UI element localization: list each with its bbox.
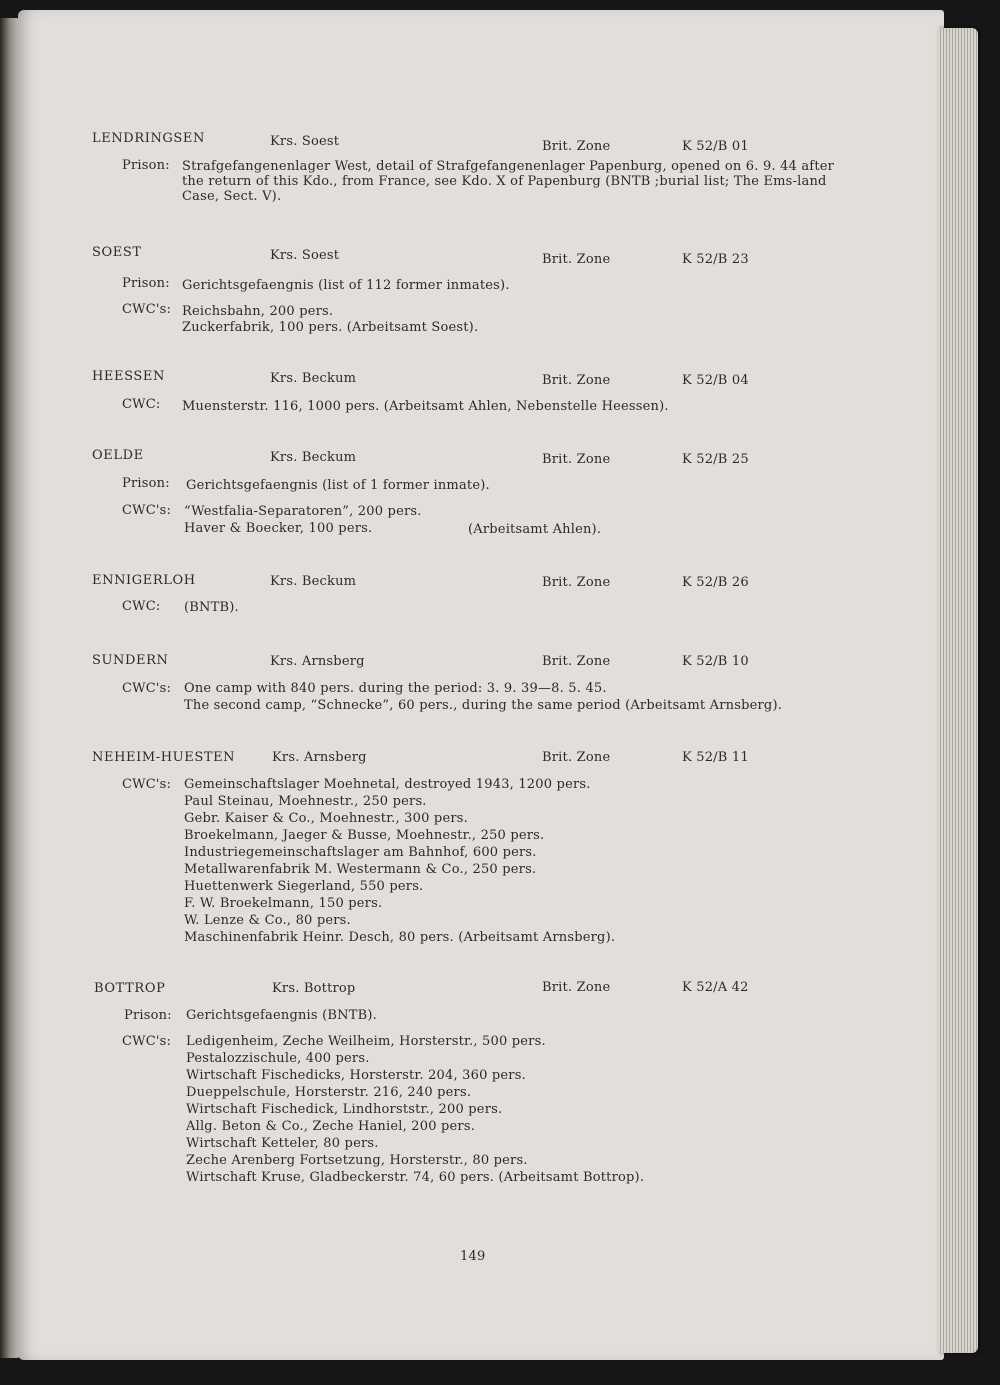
place-name: ENNIGERLOH	[92, 573, 196, 588]
row-text: Reichsbahn, 200 pers.	[182, 304, 334, 319]
place-name: OELDE	[92, 448, 144, 463]
row-text: Wirtschaft Fischedicks, Horsterstr. 204, 360 pers.	[186, 1068, 526, 1083]
row-text: Maschinenfabrik Heinr. Desch, 80 pers. (Arbeitsamt Arnsberg).	[184, 930, 616, 945]
row-text: Gemeinschaftslager Moehnetal, destroyed 1943, 1200 pers.	[184, 777, 591, 792]
zone: Brit. Zone	[542, 575, 611, 590]
row-label: CWC:	[122, 397, 161, 412]
zone: Brit. Zone	[542, 980, 611, 995]
row-text: Dueppelschule, Horsterstr. 216, 240 pers.	[186, 1085, 472, 1100]
row-text: Muensterstr. 116, 1000 pers. (Arbeitsamt Ahlen, Nebenstelle Heessen).	[182, 399, 669, 414]
row-text: Zuckerfabrik, 100 pers. (Arbeitsamt Soest).	[182, 320, 479, 335]
row-text: (BNTB).	[184, 600, 239, 615]
row-text: Paul Steinau, Moehnestr., 250 pers.	[184, 794, 427, 809]
row-text: Gerichtsgefaengnis (list of 1 former inmate).	[186, 478, 490, 493]
reference: K 52/B 10	[682, 654, 749, 669]
row-text: Wirtschaft Kruse, Gladbeckerstr. 74, 60 pers. (Arbeitsamt Bottrop).	[186, 1170, 645, 1185]
district: Krs. Beckum	[270, 574, 357, 589]
row-text: Strafgefangenenlager West, detail of Strafgefangenenlager Papenburg, opened on 6. 9. 44 after the return of this Kdo., from France, see Kdo. X of Papenburg (BNTB ;burial list; The Ems-land Case, Sect. V).	[182, 159, 835, 204]
place-name: LENDRINGSEN	[92, 131, 205, 146]
zone: Brit. Zone	[542, 139, 611, 154]
row-label: CWC's:	[122, 1034, 172, 1049]
reference: K 52/B 11	[682, 750, 749, 765]
row-label: Prison:	[124, 1008, 172, 1023]
district: Krs. Soest	[270, 134, 340, 149]
place-name: NEHEIM-HUESTEN	[92, 750, 236, 765]
district: Krs. Arnsberg	[270, 654, 365, 669]
place-name: SUNDERN	[92, 653, 169, 668]
row-text: Allg. Beton & Co., Zeche Haniel, 200 pers.	[186, 1119, 476, 1134]
row-text: Metallwarenfabrik M. Westermann & Co., 250 pers.	[184, 862, 537, 877]
district: Krs. Bottrop	[272, 981, 356, 996]
row-label: CWC's:	[122, 777, 172, 792]
row-label: Prison:	[122, 476, 170, 491]
zone: Brit. Zone	[542, 373, 611, 388]
row-text: “Westfalia-Separatoren”, 200 pers.	[184, 504, 422, 519]
row-label: Prison:	[122, 276, 170, 291]
row-text: Gerichtsgefaengnis (list of 112 former inmates).	[182, 278, 510, 293]
reference: K 52/B 04	[682, 373, 749, 388]
row-text: Broekelmann, Jaeger & Busse, Moehnestr., 250 pers.	[184, 828, 545, 843]
zone: Brit. Zone	[542, 452, 611, 467]
zone: Brit. Zone	[542, 750, 611, 765]
row-text: Pestalozzischule, 400 pers.	[186, 1051, 370, 1066]
row-text: Haver & Boecker, 100 pers.	[184, 521, 373, 536]
row-text: One camp with 840 pers. during the period: 3. 9. 39—8. 5. 45.	[184, 681, 607, 696]
row-text: Gebr. Kaiser & Co., Moehnestr., 300 pers.	[184, 811, 468, 826]
row-text: Ledigenheim, Zeche Weilheim, Horsterstr., 500 pers.	[186, 1034, 546, 1049]
row-label: CWC's:	[122, 302, 172, 317]
place-name: HEESSEN	[92, 369, 165, 384]
district: Krs. Beckum	[270, 450, 357, 465]
reference: K 52/B 23	[682, 252, 749, 267]
row-text: The second camp, “Schnecke”, 60 pers., during the same period (Arbeitsamt Arnsberg).	[184, 698, 783, 713]
row-text: Industriegemeinschaftslager am Bahnhof, 600 pers.	[184, 845, 537, 860]
page-number: 149	[460, 1249, 486, 1264]
district: Krs. Arnsberg	[272, 750, 367, 765]
place-name: BOTTROP	[94, 981, 166, 996]
zone: Brit. Zone	[542, 654, 611, 669]
row-label: Prison:	[122, 158, 170, 173]
row-label: CWC's:	[122, 681, 172, 696]
row-text: F. W. Broekelmann, 150 pers.	[184, 896, 383, 911]
reference: K 52/A 42	[682, 980, 749, 995]
zone: Brit. Zone	[542, 252, 611, 267]
row-text: Huettenwerk Siegerland, 550 pers.	[184, 879, 424, 894]
row-note: (Arbeitsamt Ahlen).	[468, 522, 602, 537]
reference: K 52/B 26	[682, 575, 749, 590]
row-text: Gerichtsgefaengnis (BNTB).	[186, 1008, 377, 1023]
reference: K 52/B 01	[682, 139, 749, 154]
row-text: W. Lenze & Co., 80 pers.	[184, 913, 351, 928]
row-text: Wirtschaft Fischedick, Lindhorststr., 200 pers.	[186, 1102, 503, 1117]
row-text: Zeche Arenberg Fortsetzung, Horsterstr., 80 pers.	[186, 1153, 528, 1168]
row-label: CWC's:	[122, 503, 172, 518]
district: Krs. Soest	[270, 248, 340, 263]
place-name: SOEST	[92, 245, 142, 260]
row-text: Wirtschaft Ketteler, 80 pers.	[186, 1136, 379, 1151]
row-label: CWC:	[122, 599, 161, 614]
district: Krs. Beckum	[270, 371, 357, 386]
reference: K 52/B 25	[682, 452, 749, 467]
